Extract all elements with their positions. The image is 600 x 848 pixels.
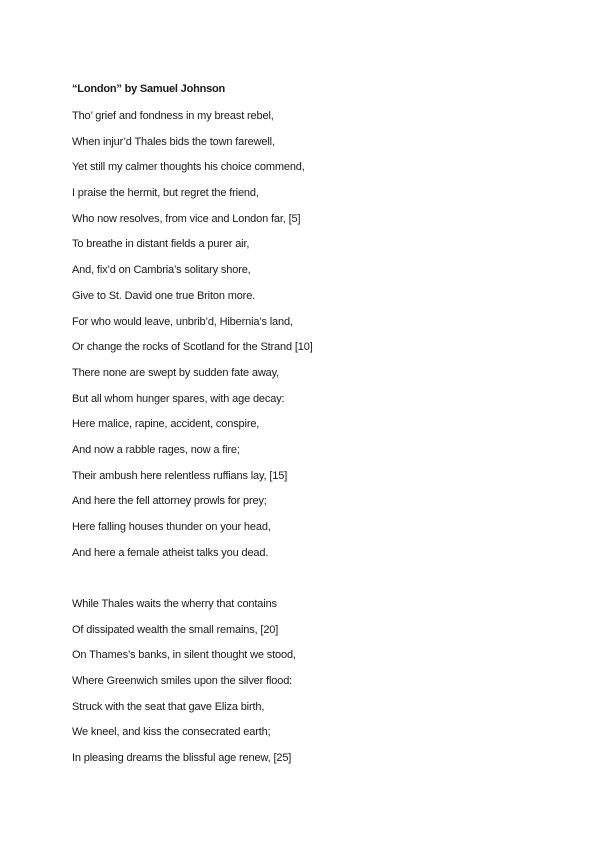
poem-line: On Thames’s banks, in silent thought we stood,	[72, 649, 296, 662]
poem-line: Here malice, rapine, accident, conspire,	[72, 418, 260, 431]
poem-line: For who would leave, unbrib’d, Hibernia’s land,	[72, 315, 293, 328]
poem-line: Tho’ grief and fondness in my breast rebel,	[72, 110, 274, 122]
poem-line: Here falling houses thunder on your head,	[72, 521, 271, 533]
poem-line: Yet still my calmer thoughts his choice commend,	[72, 161, 305, 174]
poem-line: Who now resolves, from vice and London far, [5]	[72, 212, 301, 225]
poem-line: I praise the hermit, but regret the friend,	[72, 187, 259, 200]
poem-line: While Thales waits the wherry that contains	[72, 598, 277, 610]
poem-line: Or change the rocks of Scotland for the Strand [10]	[72, 341, 313, 354]
poem-line: But all whom hunger spares, with age decay:	[72, 392, 285, 405]
poem-line: We kneel, and kiss the consecrated earth;	[72, 726, 271, 739]
poem-line: And now a rabble rages, now a fire;	[72, 443, 240, 456]
poem-line: When injur’d Thales bids the town farewell,	[72, 135, 275, 148]
poem-line: And here the fell attorney prowls for prey;	[72, 495, 267, 508]
poem-line: To breathe in distant fields a purer air,	[72, 238, 250, 251]
poem-line: Give to St. David one true Briton more.	[72, 289, 256, 302]
stanza-2	[72, 597, 296, 777]
poem-line: Of dissipated wealth the small remains, [20]	[72, 623, 279, 636]
poem-title: “London” by Samuel Johnson	[72, 83, 226, 95]
poem-line: Where Greenwich smiles upon the silver flood:	[72, 675, 293, 688]
poem-line: And here a female atheist talks you dead.	[72, 546, 269, 559]
stanza-1	[72, 109, 313, 571]
poem-line: Struck with the seat that gave Eliza birth,	[72, 700, 265, 713]
poem-line: There none are swept by sudden fate away,	[72, 366, 280, 379]
poem-line: In pleasing dreams the blissful age renew, [25]	[72, 752, 292, 765]
poem-line: Their ambush here relentless ruffians lay, [15]	[72, 469, 288, 482]
poem-line: And, fix’d on Cambria’s solitary shore,	[72, 264, 251, 277]
